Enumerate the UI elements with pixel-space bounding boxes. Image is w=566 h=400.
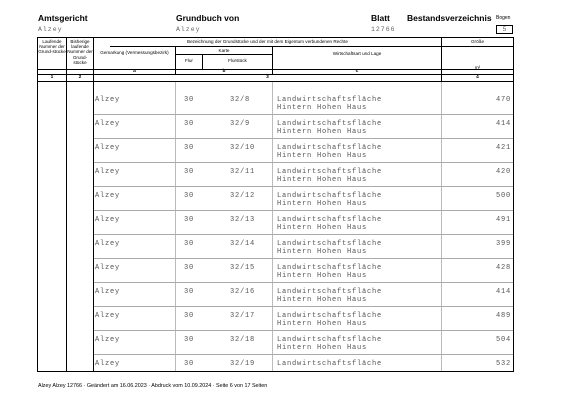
table-row	[0, 192, 566, 216]
page-footer: Alzey Alzey 12766 · Geändert am 16.06.2023 · Abdruck vom 10.09.2024 · Seite 6 von 17 Seiten	[38, 383, 268, 389]
gemarkung-cell: Alzey	[95, 288, 121, 296]
wirtschaftsart-cell: Landwirtschaftsfläche	[277, 144, 383, 152]
wirtschaftsart-cell: Landwirtschaftsfläche	[277, 264, 383, 272]
flur-cell: 30	[183, 312, 194, 320]
col-letter-b: b	[222, 69, 226, 74]
col-bisherige-nummer-header: Bisherige laufende Nummer der Grund-stücke	[67, 39, 93, 65]
row-separator	[94, 282, 513, 283]
groesse-cell: 421	[495, 144, 511, 152]
table-row	[0, 216, 566, 240]
lage-cell: Hintern Hohen Haus	[277, 344, 368, 352]
flurstueck-cell: 32/15	[230, 264, 256, 272]
flurstueck-cell: 32/11	[230, 168, 256, 176]
flur-cell: 30	[183, 216, 194, 224]
blatt-value: 12766	[371, 26, 396, 33]
row-separator	[94, 162, 513, 163]
groesse-cell: 414	[495, 288, 511, 296]
gemarkung-cell: Alzey	[95, 240, 121, 248]
amtsgericht-value: Alzey	[38, 26, 63, 33]
lage-cell: Hintern Hohen Haus	[277, 176, 368, 184]
groesse-cell: 428	[495, 264, 511, 272]
row-separator	[94, 354, 513, 355]
groesse-cell: 489	[495, 312, 511, 320]
lage-cell: Hintern Hohen Haus	[277, 224, 368, 232]
groesse-cell: 470	[495, 96, 511, 104]
groesse-cell: 532	[495, 360, 511, 368]
col-number-4: 4	[476, 75, 479, 80]
row-separator	[94, 210, 513, 211]
wirtschaftsart-cell: Landwirtschaftsfläche	[277, 120, 383, 128]
table-row	[0, 288, 566, 312]
flur-cell: 30	[183, 264, 194, 272]
gemarkung-cell: Alzey	[95, 168, 121, 176]
lage-cell: Hintern Hohen Haus	[277, 320, 368, 328]
groesse-cell: 491	[495, 216, 511, 224]
table-row	[0, 264, 566, 288]
lage-cell: Hintern Hohen Haus	[277, 200, 368, 208]
gemarkung-cell: Alzey	[95, 312, 121, 320]
groesse-cell: 414	[495, 120, 511, 128]
gemarkung-header: Gemarkung (Vermessungsbezirk)	[100, 50, 169, 55]
wirtschaftsart-cell: Landwirtschaftsfläche	[277, 360, 383, 368]
gemarkung-cell: Alzey	[95, 216, 121, 224]
lage-cell: Hintern Hohen Haus	[277, 296, 368, 304]
blatt-label: Blatt	[371, 13, 390, 23]
lage-cell: Hintern Hohen Haus	[277, 128, 368, 136]
row-separator	[94, 306, 513, 307]
wirtschaftsart-cell: Landwirtschaftsfläche	[277, 168, 383, 176]
page-title: Bestandsverzeichnis	[407, 13, 492, 23]
flur-cell: 30	[183, 96, 194, 104]
flur-cell: 30	[183, 336, 194, 344]
table-row	[0, 336, 566, 360]
flurstueck-cell: 32/19	[230, 360, 256, 368]
wirtschaftsart-cell: Landwirtschaftsfläche	[277, 96, 383, 104]
row-separator	[94, 186, 513, 187]
flurstueck-header: Flurstück	[228, 58, 247, 63]
lage-cell: Hintern Hohen Haus	[277, 272, 368, 280]
row-separator	[94, 114, 513, 115]
gemarkung-cell: Alzey	[95, 360, 121, 368]
flur-header: Flur	[185, 58, 193, 63]
table-row	[0, 168, 566, 192]
bogen-value: 5	[496, 25, 513, 34]
flurstueck-cell: 32/9	[230, 120, 251, 128]
grundbuch-value: Alzey	[176, 26, 201, 33]
wirtschaftsart-cell: Landwirtschaftsfläche	[277, 240, 383, 248]
col-bezeichnung-header: Bezeichnung der Grundstücke und der mit dem Eigentum verbundenen Rechte	[187, 39, 348, 44]
wirtschaftsart-cell: Landwirtschaftsfläche	[277, 288, 383, 296]
row-separator	[94, 330, 513, 331]
wirtschaftsart-cell: Landwirtschaftsfläche	[277, 216, 383, 224]
flurstueck-cell: 32/14	[230, 240, 256, 248]
karte-header: Karte	[218, 48, 230, 53]
flurstueck-cell: 32/18	[230, 336, 256, 344]
bogen-label: Bogen	[496, 15, 511, 21]
groesse-cell: 399	[495, 240, 511, 248]
wirtschaftsart-cell: Landwirtschaftsfläche	[277, 192, 383, 200]
flur-cell: 30	[183, 120, 194, 128]
flurstueck-cell: 32/13	[230, 216, 256, 224]
lage-cell: Hintern Hohen Haus	[277, 104, 368, 112]
gemarkung-cell: Alzey	[95, 144, 121, 152]
gemarkung-cell: Alzey	[95, 264, 121, 272]
flur-cell: 30	[183, 168, 194, 176]
flur-cell: 30	[183, 240, 194, 248]
wirtschaftsart-cell: Landwirtschaftsfläche	[277, 312, 383, 320]
table-row	[0, 120, 566, 144]
wirtschaftsart-header: Wirtschaftsart und Lage	[332, 51, 382, 56]
amtsgericht-label: Amtsgericht	[38, 13, 88, 23]
groesse-cell: 504	[495, 336, 511, 344]
row-separator	[94, 258, 513, 259]
col-number-2: 2	[78, 75, 82, 80]
gemarkung-cell: Alzey	[95, 120, 121, 128]
row-separator	[94, 234, 513, 235]
col-letter-a: a	[133, 69, 136, 74]
gemarkung-cell: Alzey	[95, 336, 121, 344]
col-letter-c: c	[355, 69, 359, 74]
row-separator	[94, 138, 513, 139]
table-row	[0, 240, 566, 264]
col-number-1: 1	[50, 75, 54, 80]
flur-cell: 30	[183, 144, 194, 152]
wirtschaftsart-cell: Landwirtschaftsfläche	[277, 336, 383, 344]
flur-cell: 30	[183, 360, 194, 368]
gemarkung-cell: Alzey	[95, 192, 121, 200]
groesse-cell: 420	[495, 168, 511, 176]
col-number-3: 3	[266, 75, 269, 80]
flur-cell: 30	[183, 288, 194, 296]
table-row	[0, 144, 566, 168]
flur-cell: 30	[183, 192, 194, 200]
flurstueck-cell: 32/12	[230, 192, 256, 200]
unit-label: m²	[474, 65, 481, 70]
lage-cell: Hintern Hohen Haus	[277, 152, 368, 160]
grundbuch-label: Grundbuch von	[176, 13, 240, 23]
table-row	[0, 312, 566, 336]
col-groesse-header: Größe	[470, 39, 485, 44]
flurstueck-cell: 32/17	[230, 312, 256, 320]
flurstueck-cell: 32/16	[230, 288, 256, 296]
table-row	[0, 360, 566, 384]
flurstueck-cell: 32/10	[230, 144, 256, 152]
lage-cell: Hintern Hohen Haus	[277, 248, 368, 256]
flurstueck-cell: 32/8	[230, 96, 251, 104]
groesse-cell: 500	[495, 192, 511, 200]
table-row	[0, 96, 566, 120]
gemarkung-cell: Alzey	[95, 96, 121, 104]
col-laufende-nummer-header: Laufende Nummer der Grund-stücke	[38, 39, 66, 55]
